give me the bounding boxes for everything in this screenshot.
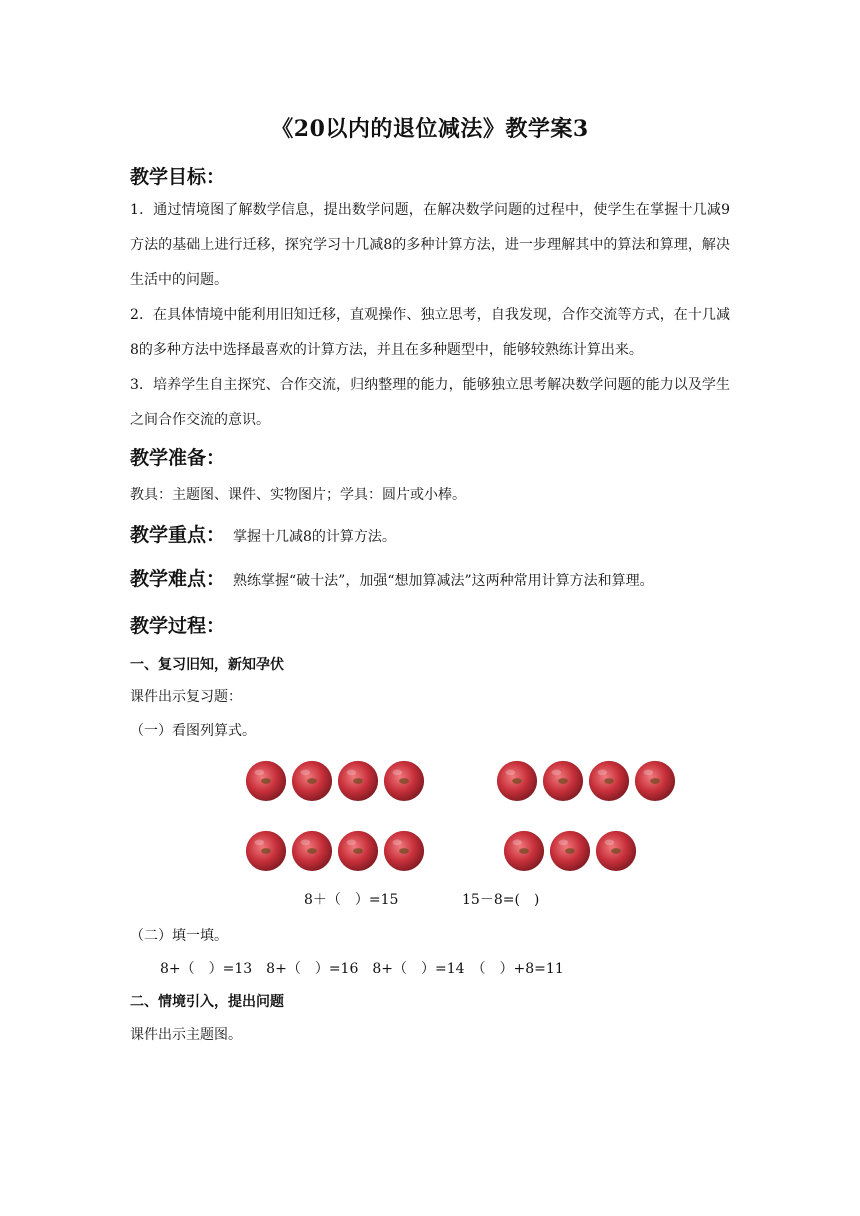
apple-icon xyxy=(244,828,288,872)
equation-right: 15－8=( ) xyxy=(462,892,540,908)
apple-icon xyxy=(502,828,546,872)
equation-left: 8＋（ ）=15 xyxy=(304,892,399,908)
apple-icon xyxy=(244,758,288,802)
apple-icon xyxy=(495,758,539,802)
section-2-heading: 二、情境引入，提出问题 xyxy=(130,994,284,1010)
preparation-text: 教具：主题图、课件、实物图片；学具：圆片或小棒。 xyxy=(130,487,466,503)
courseware-theme: 课件出示主题图。 xyxy=(130,1027,242,1043)
apple-icon xyxy=(594,828,638,872)
objective-item-2: 2．在具体情境中能利用旧知迁移，直观操作、独立思考，自我发现，合作交流等方式，在十几减8的多种方法中选择最喜欢的计算方法，并且在多种题型中，能够较熟练计算出来。 xyxy=(130,307,730,358)
courseware-review: 课件出示复习题： xyxy=(130,689,242,705)
preparation-heading: 教学准备： xyxy=(130,447,226,469)
process-heading: 教学过程： xyxy=(130,615,226,637)
objective-item-1: 1．通过情境图了解数学信息，提出数学问题，在解决数学问题的过程中，使学生在掌握十几减9方法的基础上进行迁移，探究学习十几减8的多种计算方法，进一步理解其中的算法和算理，解决生活中的问题。 xyxy=(130,202,730,288)
apple-icon xyxy=(382,758,426,802)
apple-icon xyxy=(336,758,380,802)
difficulty-text: 熟练掌握“破十法”，加强“想加算减法”这两种常用计算方法和算理。 xyxy=(233,573,654,589)
apple-icon xyxy=(290,758,334,802)
apple-icon xyxy=(541,758,585,802)
part-1-label: （一）看图列算式。 xyxy=(130,723,256,739)
apple-icon xyxy=(587,758,631,802)
part-2-label: （二）填一填。 xyxy=(130,928,228,944)
apple-icon xyxy=(633,758,677,802)
apple-icon xyxy=(336,828,380,872)
objectives-heading: 教学目标： xyxy=(130,166,226,188)
key-point-heading: 教学重点： xyxy=(130,524,226,546)
section-1-heading: 一、复习旧知，新知孕伏 xyxy=(130,657,284,673)
fill-in-line: 8+（ ）=13 8+（ ）=16 8+（ ）=14 （ ）+8=11 xyxy=(160,961,564,977)
apple-icon xyxy=(382,828,426,872)
document-title: 《20以内的退位减法》教学案3 xyxy=(271,116,589,142)
difficulty-heading: 教学难点： xyxy=(130,568,226,590)
key-point-text: 掌握十几减8的计算方法。 xyxy=(233,529,396,545)
apple-icon xyxy=(548,828,592,872)
objective-item-3: 3．培养学生自主探究、合作交流，归纳整理的能力，能够独立思考解决数学问题的能力以及学生之间合作交流的意识。 xyxy=(130,377,730,428)
apple-icon xyxy=(290,828,334,872)
